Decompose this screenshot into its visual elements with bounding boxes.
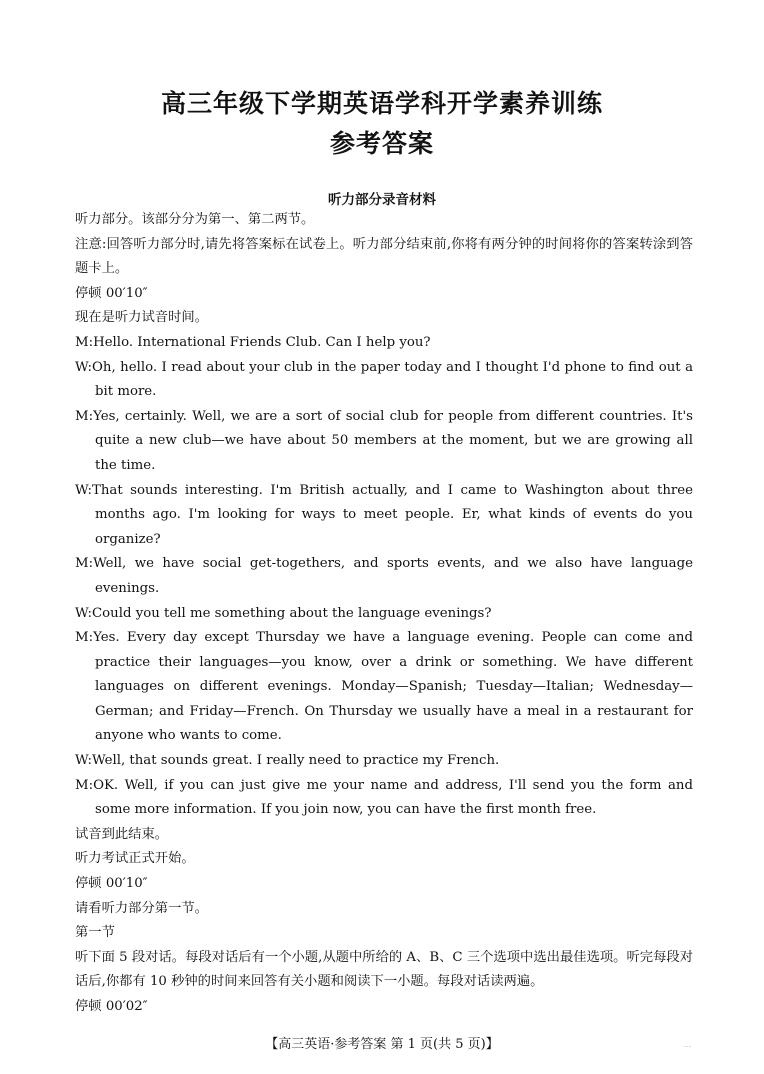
dialogue-line: W:That sounds interesting. I'm British actually, and I came to Washington about three months ago. I'm looking for ways to meet people. Er, what kinds of events do you organize? [75, 482, 693, 547]
dialogue-line: M:Hello. International Friends Club. Can I help you? [75, 334, 431, 350]
dialogue-line: W:Oh, hello. I read about your club in the paper today and I thought I'd phone to find out a bit more. [75, 359, 693, 400]
transcript-body [75, 208, 693, 1020]
instruction-text: 停顿 00′02″ [75, 999, 148, 1014]
dialogue-line: M:Well, we have social get-togethers, and sports events, and we also have language evenings. [75, 556, 693, 596]
instruction-text: 注意:回答听力部分时,请先将答案标在试卷上。听力部分结束前,你将有两分钟的时间将你的答案转涂到答题卡上。 [75, 236, 693, 277]
instruction-text: 第一节 [75, 925, 115, 941]
dialogue-line: M:Yes. Every day except Thursday we have a language evening. People can come and practice their languages—you know, over a drink or something. We have different languages on different evenings. Monday—Spanish; Tuesday—Italian; Wednesday—German; and Friday—French. On Thursday we usually have a meal in a restaurant for anyone who wants to come. [75, 630, 693, 744]
instruction-text: 停顿 00′10″ [75, 876, 148, 892]
instruction-text: 请看听力部分第一节。 [75, 900, 208, 916]
instruction-text: 停顿 00′10″ [75, 285, 148, 301]
dialogue-line: W:Well, that sounds great. I really need to practice my French. [75, 753, 500, 769]
instruction-text: 听下面 5 段对话。每段对话后有一个小题,从题中所给的 A、B、C 三个选项中选出最佳选项。听完每段对话后,你都有 10 秒钟的时间来回答有关小题和阅读下一小题。每段对话读两遍。 [75, 949, 693, 990]
instruction-text: 听力部分。该部分分为第一、第二两节。 [75, 212, 315, 227]
document-title: 高三年级下学期英语学科开学素养训练 [160, 89, 603, 118]
dialogue-line: M:OK. Well, if you can just give me your name and address, I'll send you the form and some more information. If you join now, you can have the first month free. [75, 777, 693, 818]
instruction-text: 试音到此结束。 [75, 826, 169, 842]
page-footer: 【高三英语·参考答案 第 1 页(共 5 页)】 [265, 1037, 499, 1052]
section-heading: 听力部分录音材料 [328, 192, 436, 208]
instruction-text: 听力考试正式开始。 [75, 851, 195, 867]
dialogue-line: W:Could you tell me something about the language evenings? [75, 605, 492, 621]
corner-mark: ... [684, 1040, 692, 1049]
dialogue-line: M:Yes, certainly. Well, we are a sort of social club for people from different countries. It's quite a new club—we have about 50 members at the moment, but we are growing all the time. [75, 408, 693, 473]
document-subtitle: 参考答案 [329, 129, 434, 158]
instruction-text: 现在是听力试音时间。 [75, 310, 208, 326]
